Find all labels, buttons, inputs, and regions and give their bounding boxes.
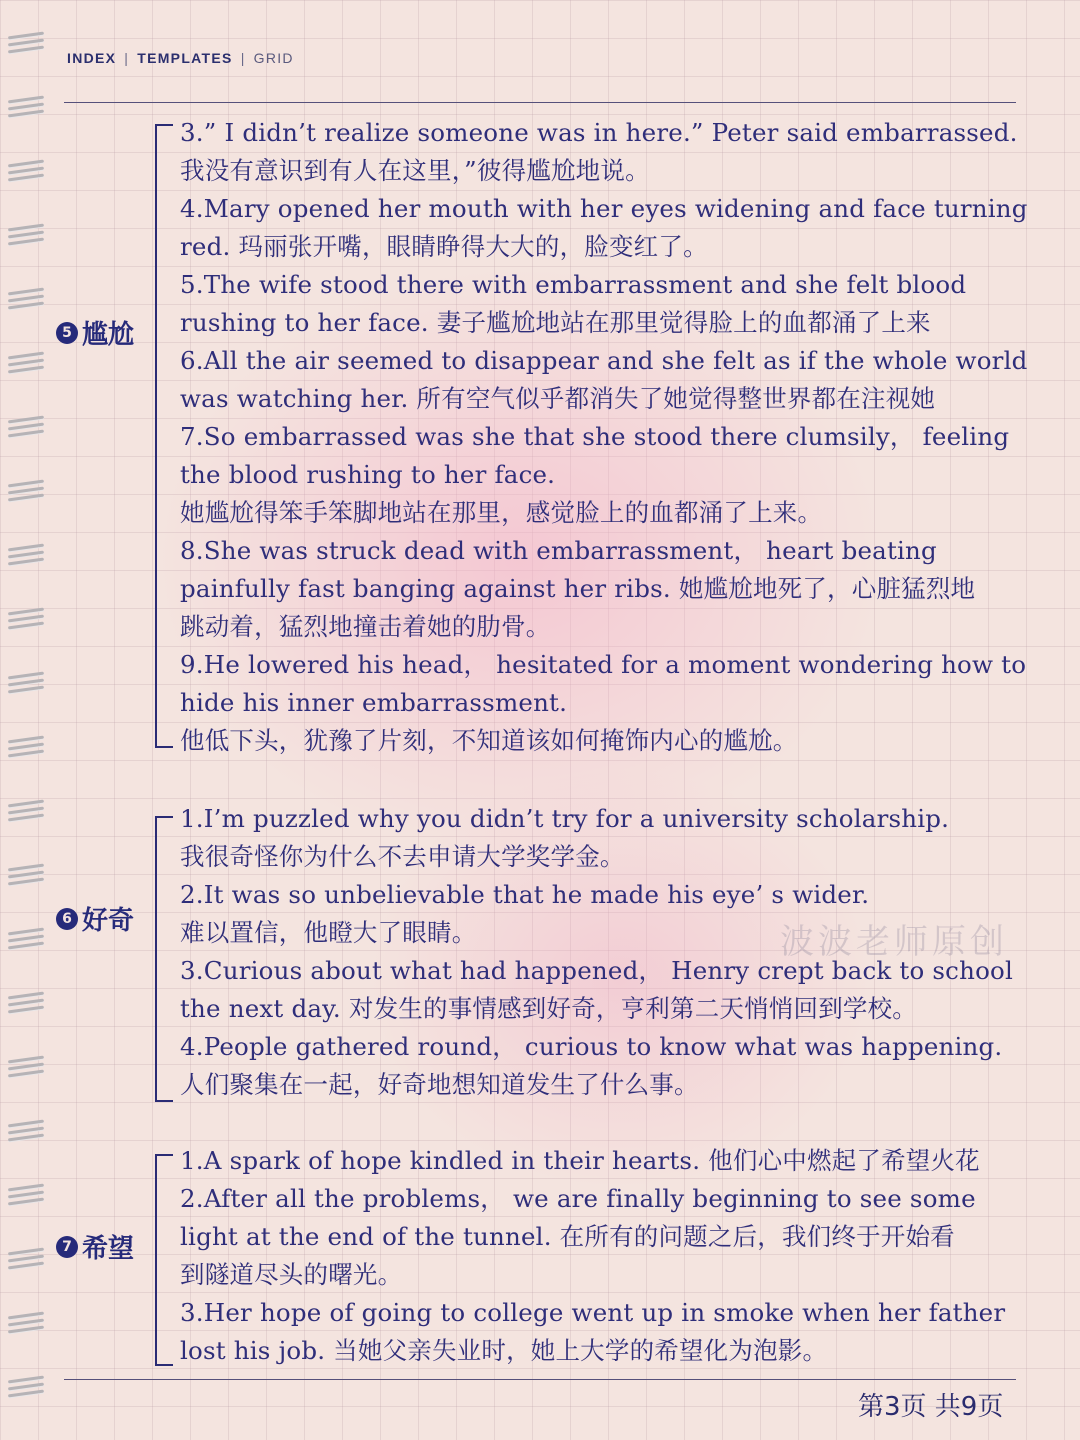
- binding-ring: [8, 546, 46, 564]
- binding-ring: [8, 1314, 46, 1332]
- text-line: 到隧道尽头的曙光。: [180, 1260, 403, 1289]
- page-number: 第3页 共9页: [858, 1392, 1004, 1422]
- text-line: 3.” I didn’t realize someone was in here.” Peter said embarrassed.: [180, 118, 1018, 147]
- text-line: 4.People gathered round， curious to know what was happening.: [180, 1032, 1003, 1061]
- header-index: INDEX: [67, 50, 117, 66]
- header-separator: |: [124, 50, 130, 66]
- binding-ring: [8, 482, 46, 500]
- section-bracket: [155, 124, 173, 748]
- text-line: the blood rushing to her face.: [180, 460, 556, 489]
- header-grid: GRID: [253, 50, 294, 66]
- section-lines-hope: [180, 1142, 1060, 1370]
- binding-ring: [8, 1250, 46, 1268]
- header-separator: |: [240, 50, 246, 66]
- text-line: 2.After all the problems， we are finally beginning to see some: [180, 1184, 976, 1213]
- section-number: 5: [56, 322, 78, 344]
- section-title: 希望: [82, 1234, 135, 1264]
- binding-ring: [8, 34, 46, 52]
- text-line: 6.All the air seemed to disappear and she felt as if the whole world: [180, 346, 1028, 375]
- section-lines-embarrassed: [180, 114, 1060, 760]
- text-line: 8.She was struck dead with embarrassment， heart beating: [180, 536, 937, 565]
- binding-ring: [8, 610, 46, 628]
- text-line: 1.I’m puzzled why you didn’t try for a university scholarship.: [180, 804, 950, 833]
- header-templates: TEMPLATES: [137, 50, 233, 66]
- section-title: 好奇: [82, 906, 135, 936]
- binding-ring: [8, 354, 46, 372]
- binding-ring: [8, 226, 46, 244]
- section-bracket: [155, 816, 173, 1102]
- text-line: 我很奇怪你为什么不去申请大学奖学金。: [180, 842, 625, 871]
- text-line: the next day. 对发生的事情感到好奇，亨利第二天悄悄回到学校。: [180, 994, 917, 1023]
- bottom-rule: [64, 1379, 1016, 1380]
- text-line: painfully fast banging against her ribs. 她尴尬地死了，心脏猛烈地: [180, 574, 976, 603]
- section-bracket: [155, 1154, 173, 1366]
- text-line: 4.Mary opened her mouth with her eyes widening and face turning: [180, 194, 1028, 223]
- text-line: lost his job. 当她父亲失业时，她上大学的希望化为泡影。: [180, 1336, 828, 1365]
- text-line: 我没有意识到有人在这里，”彼得尴尬地说。: [180, 156, 650, 185]
- section-label-curious: [56, 900, 134, 937]
- text-line: 3.Her hope of going to college went up in smoke when her father: [180, 1298, 1006, 1327]
- binding-ring: [8, 802, 46, 820]
- top-rule: [64, 102, 1016, 103]
- text-line: 他低下头，犹豫了片刻，不知道该如何掩饰内心的尴尬。: [180, 726, 798, 755]
- binding-ring: [8, 290, 46, 308]
- binding-ring: [8, 674, 46, 692]
- text-line: was watching her. 所有空气似乎都消失了她觉得整世界都在注视她: [180, 384, 936, 413]
- section-number: 7: [56, 1236, 78, 1258]
- text-line: 人们聚集在一起，好奇地想知道发生了什么事。: [180, 1070, 699, 1099]
- text-line: light at the end of the tunnel. 在所有的问题之后，我们终于开始看: [180, 1222, 955, 1251]
- text-line: 9.He lowered his head， hesitated for a moment wondering how to: [180, 650, 1027, 679]
- binding-ring: [8, 162, 46, 180]
- text-line: 2.It was so unbelievable that he made his eye’ s wider.: [180, 880, 870, 909]
- binding-ring: [8, 866, 46, 884]
- text-line: 3.Curious about what had happened， Henry crept back to school: [180, 956, 1014, 985]
- text-line: red. 玛丽张开嘴，眼睛睁得大大的，脸变红了。: [180, 232, 708, 261]
- text-line: hide his inner embarrassment.: [180, 688, 568, 717]
- text-line: 跳动着，猛烈地撞击着她的肋骨。: [180, 612, 551, 641]
- watermark: 波波老师原创: [780, 922, 1008, 962]
- binding-ring: [8, 738, 46, 756]
- text-line: 1.A spark of hope kindled in their hearts. 他们心中燃起了希望火花: [180, 1146, 980, 1175]
- binding-ring: [8, 1186, 46, 1204]
- binding-ring: [8, 930, 46, 948]
- header-nav: [67, 50, 294, 66]
- binding-ring: [8, 1058, 46, 1076]
- section-label-hope: [56, 1228, 134, 1265]
- binding-ring: [8, 1378, 46, 1396]
- text-line: 难以置信，他瞪大了眼睛。: [180, 918, 477, 947]
- section-label-embarrassed: [56, 314, 134, 351]
- text-line: rushing to her face. 妻子尴尬地站在那里觉得脸上的血都涌了上来: [180, 308, 931, 337]
- section-title: 尴尬: [82, 320, 135, 350]
- section-number: 6: [56, 908, 78, 930]
- spiral-binding: [0, 0, 60, 1440]
- binding-ring: [8, 994, 46, 1012]
- binding-ring: [8, 98, 46, 116]
- text-line: 7.So embarrassed was she that she stood there clumsily， feeling: [180, 422, 1010, 451]
- binding-ring: [8, 1122, 46, 1140]
- binding-ring: [8, 418, 46, 436]
- text-line: 5.The wife stood there with embarrassment and she felt blood: [180, 270, 967, 299]
- text-line: 她尴尬得笨手笨脚地站在那里，感觉脸上的血都涌了上来。: [180, 498, 823, 527]
